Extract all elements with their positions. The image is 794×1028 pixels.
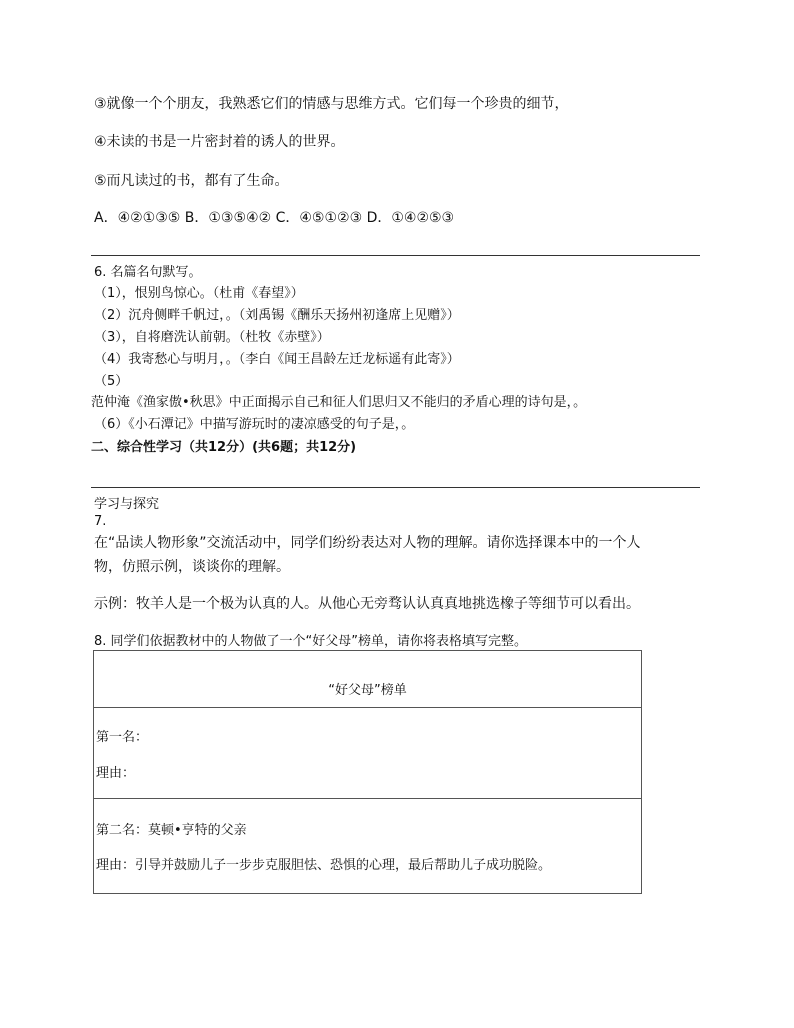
q6-title: 6. 名篇名句默写。 <box>94 265 202 280</box>
q7-number: 7. <box>94 514 107 529</box>
divider-2 <box>91 487 700 488</box>
option-5: ⑤而凡读过的书，都有了生命。 <box>94 173 289 189</box>
q6-item-5-text: 范仲淹《渔家傲•秋思》中正面揭示自己和征人们思归又不能归的矛盾心理的诗句是，。 <box>91 395 587 410</box>
q6-item-1: （1），恨别鸟惊心。（杜甫《春望》） <box>94 286 304 301</box>
table-title: “好父母”榜单 <box>328 682 407 698</box>
q6-item-6: （6）《小石潭记》中描写游玩时的凄凉感受的句子是，。 <box>94 417 415 432</box>
rank2-cell <box>94 799 642 894</box>
option-4: ④未读的书是一片密封着的诱人的世界。 <box>94 134 345 150</box>
rank2-label: 第二名：莫顿•亨特的父亲 <box>96 823 247 838</box>
q7-prompt-line2: 物，仿照示例，谈谈你的理解。 <box>94 559 290 575</box>
good-parents-table <box>93 650 642 894</box>
q6-item-2: （2）沉舟侧畔千帆过，。（刘禹锡《酬乐天扬州初逢席上见赠》） <box>94 308 460 323</box>
divider-1 <box>91 255 700 256</box>
rank1-reason: 理由： <box>96 766 136 781</box>
learning-label: 学习与探究 <box>94 497 160 512</box>
q7-prompt-line1: 在“品读人物形象”交流活动中，同学们纷纷表达对人物的理解。请你选择课本中的一个人 <box>94 535 641 551</box>
option-3: ③就像一个个朋友，我熟悉它们的情感与思维方式。它们每一个珍贵的细节， <box>94 96 569 112</box>
q7-example: 示例：牧羊人是一个极为认真的人。从他心无旁骛认认真真地挑选橡子等细节可以看出。 <box>94 596 640 612</box>
rank1-label: 第一名： <box>96 730 149 745</box>
q6-item-3: （3），自将磨洗认前朝。（杜牧《赤壁》） <box>94 330 330 345</box>
section-2-title: 二、综合性学习（共12分）(共6题；共12分) <box>91 440 357 455</box>
q6-item-5: （5） <box>94 374 129 389</box>
q8-prompt: 8. 同学们依据教材中的人物做了一个“好父母”榜单，请你将表格填写完整。 <box>94 634 528 649</box>
table-title-cell <box>94 651 642 708</box>
q6-item-4: （4）我寄愁心与明月，。（李白《闻王昌龄左迁龙标遥有此寄》） <box>94 352 460 367</box>
rank1-cell <box>94 708 642 799</box>
rank2-reason: 理由：引导并鼓励儿子一步步克服胆怯、恐惧的心理，最后帮助儿子成功脱险。 <box>96 858 552 873</box>
answer-choices: A．④②①③⑤ B．①③⑤④② C．④⑤①②③ D．①④②⑤③ <box>94 210 455 226</box>
